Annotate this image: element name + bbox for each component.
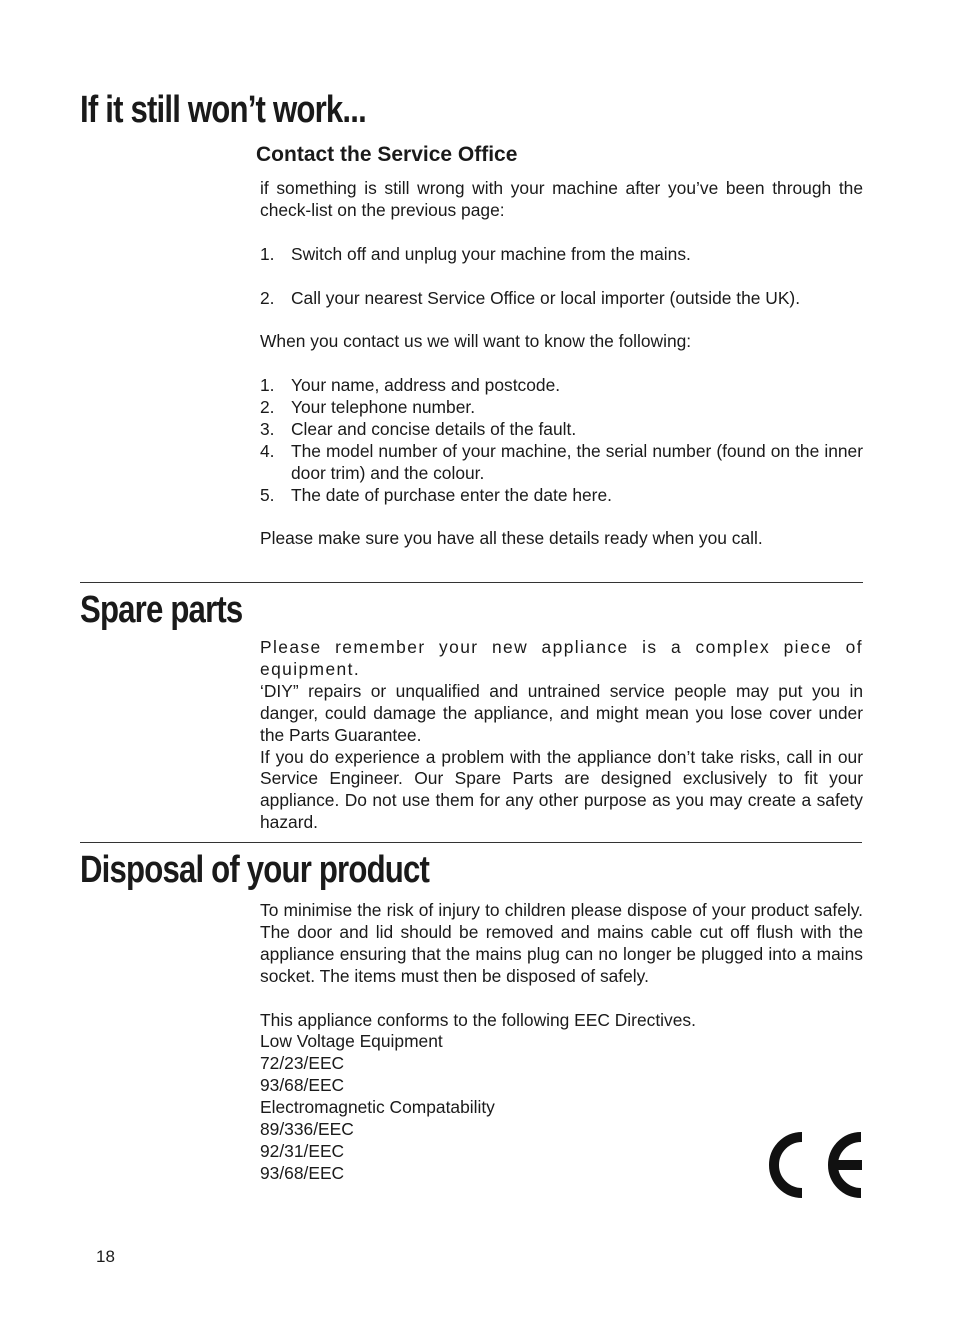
directive-line: Low Voltage Equipment xyxy=(260,1031,443,1052)
list-item: 5. The date of purchase enter the date here. xyxy=(260,484,612,505)
disposal-heading: Disposal of your product xyxy=(80,849,430,891)
spare-parts-heading: Spare parts xyxy=(80,589,243,631)
section-divider xyxy=(80,582,863,583)
directive-line: Electromagnetic Compatability xyxy=(260,1097,495,1118)
contact-service-subheading: Contact the Service Office xyxy=(256,143,518,166)
ce-mark-icon xyxy=(762,1129,866,1201)
list-item: 2. Your telephone number. xyxy=(260,397,476,417)
spare-parts-para-2: ‘DIY” repairs or unqualified and untrained service people may put you in danger, could damage the appliance, and might mean you lose cover under the Parts Guarantee. xyxy=(260,680,863,745)
list-item: 4. The model number of your machine, the serial number (found on the inner door trim) and the colour. xyxy=(260,440,863,483)
section-divider xyxy=(80,842,862,843)
spare-parts-para-3: If you do experience a problem with the appliance don’t take risks, call in our Service Engineer. Our Spare Parts are designed exclusively to fit your appliance. Do not use them for any other purpose as you may create a safety hazard. xyxy=(260,746,863,833)
closing-note: Please make sure you have all these details ready when you call. xyxy=(260,528,763,549)
directive-line: 89/336/EEC xyxy=(260,1119,354,1140)
directive-line: 93/68/EEC xyxy=(260,1075,345,1096)
directive-line: 72/23/EEC xyxy=(260,1053,345,1074)
disposal-para: To minimise the risk of injury to children please dispose of your product safely. The door and lid should be removed and mains cable cut off flush with the appliance ensuring that the mains plug can no longer be plugged into a mains socket. The items must then be disposed of safely. xyxy=(260,900,863,986)
directive-line: This appliance conforms to the following EEC Directives. xyxy=(260,1009,696,1030)
contact-service-body xyxy=(260,178,863,550)
list-item: 3. Clear and concise details of the fault. xyxy=(260,418,577,439)
spare-parts-body xyxy=(260,637,863,834)
info-intro: When you contact us we will want to know the following: xyxy=(260,331,692,352)
list-item: 1. Switch off and unplug your machine from the mains. xyxy=(260,243,691,264)
page-number: 18 xyxy=(96,1247,115,1266)
list-item: 2. Call your nearest Service Office or local importer (outside the UK). xyxy=(260,287,801,308)
spare-parts-para-1: Please remember your new appliance is a complex piece of equipment. xyxy=(260,637,863,679)
directive-line: 93/68/EEC xyxy=(260,1162,345,1183)
directive-line: 92/31/EEC xyxy=(260,1140,345,1161)
page-title: If it still won’t work... xyxy=(80,89,366,131)
contact-intro: if something is still wrong with your machine after you’ve been through the check-list on the previous page: xyxy=(260,178,863,220)
list-item: 1. Your name, address and postcode. xyxy=(260,375,561,396)
